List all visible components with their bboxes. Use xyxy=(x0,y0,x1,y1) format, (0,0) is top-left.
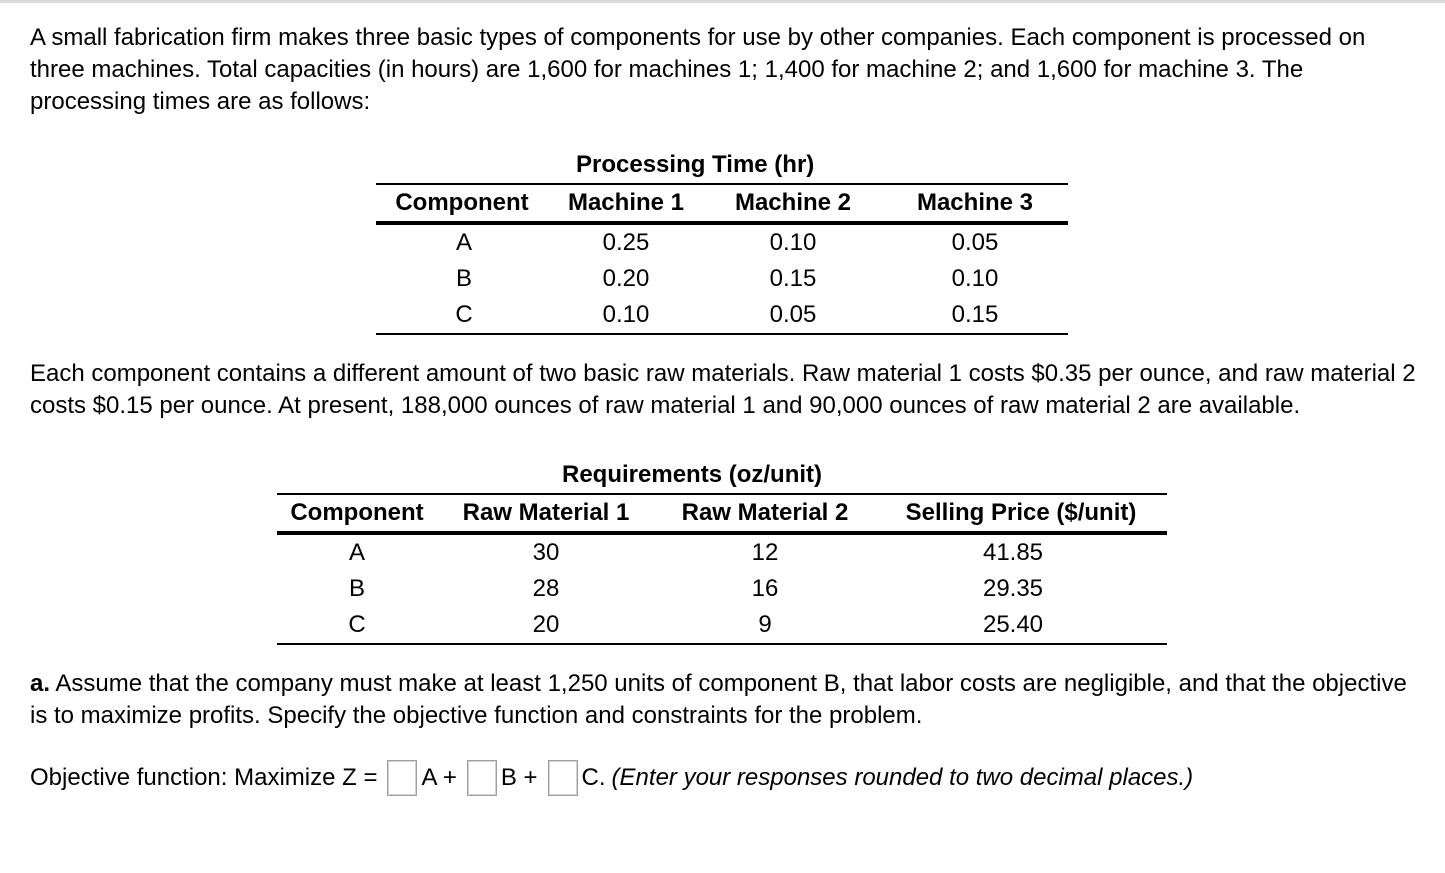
table-cell: 0.10 xyxy=(951,265,999,292)
requirements-table xyxy=(277,451,1167,645)
table-cell: 0.05 xyxy=(704,297,882,334)
table-cell: 0.05 xyxy=(951,229,999,256)
rounding-note: (Enter your responses rounded to two decimal places.) xyxy=(611,764,1194,791)
table-cell: 28 xyxy=(532,575,560,602)
table-row xyxy=(277,533,1167,571)
table-cell: B xyxy=(455,265,472,292)
table-cell: 20 xyxy=(437,607,655,644)
top-divider xyxy=(0,0,1445,3)
table-cell: 0.15 xyxy=(769,265,817,292)
table-cell: 0.10 xyxy=(548,297,704,334)
objective-prefix: Objective function: Maximize Z = xyxy=(30,764,378,791)
column-header: Selling Price ($/unit) xyxy=(875,494,1167,533)
answer-input-c[interactable] xyxy=(548,760,578,796)
part-a-label: a. xyxy=(30,670,51,697)
answer-input-a[interactable] xyxy=(387,760,417,796)
table-cell: A xyxy=(348,539,365,566)
table-cell: 0.25 xyxy=(602,229,650,256)
table-row xyxy=(376,297,1068,334)
table-row xyxy=(277,607,1167,644)
table-cell: 25.40 xyxy=(875,607,1167,644)
column-header: Component xyxy=(376,184,548,223)
table-cell: C xyxy=(277,607,437,644)
var-b-label: B + xyxy=(500,764,538,791)
column-header: Machine 1 xyxy=(548,184,704,223)
table-caption: Requirements (oz/unit) xyxy=(562,461,823,488)
table-cell: 41.85 xyxy=(982,539,1044,566)
part-a-text: Assume that the company must make at least 1,250 units of component B, that labor costs are negligible, and that the objective is to maximize profits. Specify the objective function and constraints for the problem. xyxy=(30,670,1407,729)
column-header: Raw Material 1 xyxy=(437,494,655,533)
column-header: Component xyxy=(277,494,437,533)
var-a-label: A + xyxy=(421,764,457,791)
table-caption: Processing Time (hr) xyxy=(576,151,815,178)
table-cell: 9 xyxy=(655,607,875,644)
part-a-question xyxy=(30,668,1425,732)
answer-input-b[interactable] xyxy=(467,760,497,796)
table-row xyxy=(376,223,1068,261)
column-header: Machine 3 xyxy=(882,184,1068,223)
table-cell: 0.10 xyxy=(769,229,817,256)
table-cell: 0.20 xyxy=(602,265,650,292)
table-cell: A xyxy=(455,229,472,256)
table-row xyxy=(376,261,1068,297)
table-cell: B xyxy=(348,575,365,602)
materials-text: Each component contains a different amount of two basic raw materials. Raw material 1 costs $0.35 per ounce, and raw material 2 costs $0.15 per ounce. At present, 188,000 ounces of raw material 1 and 90,000 ounces of raw material 2 are available. xyxy=(30,360,1416,419)
table-cell: 29.35 xyxy=(982,575,1044,602)
column-header: Raw Material 2 xyxy=(655,494,875,533)
table-cell: 30 xyxy=(532,539,560,566)
processing-time-table xyxy=(376,141,1068,335)
objective-function-row xyxy=(30,760,1193,796)
table-row xyxy=(277,571,1167,607)
table-cell: C xyxy=(376,297,548,334)
table-cell: 16 xyxy=(751,575,779,602)
table-cell: 12 xyxy=(751,539,779,566)
var-c-label: C. xyxy=(581,764,606,791)
problem-intro: A small fabrication firm makes three basic types of components for use by other companies. Each component is processed on three machines. Total capacities (in hours) are 1,600 for machines 1; 1,400 for machine 2; and 1,600 for machine 3. The processing times are as follows: xyxy=(30,24,1366,115)
column-header: Machine 2 xyxy=(704,184,882,223)
table-cell: 0.15 xyxy=(882,297,1068,334)
